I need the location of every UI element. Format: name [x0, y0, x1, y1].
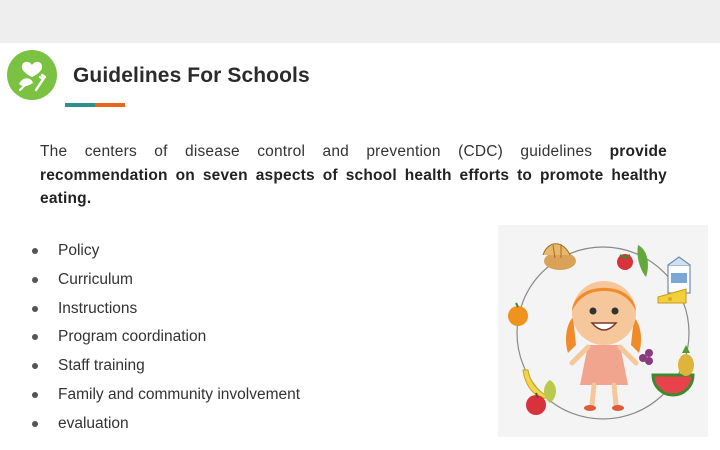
list-item [28, 266, 300, 295]
bullet-icon [32, 421, 38, 427]
list-item [28, 295, 300, 324]
list-item [28, 237, 300, 266]
bullet-icon [32, 363, 38, 369]
logo-icon [7, 50, 57, 100]
tomato-icon [617, 254, 633, 270]
list-item-label: Family and community involvement [58, 385, 301, 403]
bullet-icon [32, 306, 38, 312]
list-item-label: Curriculum [58, 270, 133, 288]
list-item [28, 381, 300, 410]
list-item-label: Policy [58, 242, 100, 259]
bullet-icon [32, 277, 38, 283]
healthy-food-illustration [498, 225, 708, 437]
slide-title: Guidelines For Schools [73, 64, 310, 87]
title-accent-teal [65, 103, 95, 107]
bullet-icon [32, 248, 38, 254]
bullet-icon [32, 392, 38, 398]
list-item [28, 410, 300, 439]
list-item-label: evaluation [58, 414, 129, 432]
guideline-list [28, 237, 300, 439]
title-accent-orange [95, 103, 125, 107]
list-item [28, 352, 300, 381]
list-item-label: Program coordination [58, 328, 207, 346]
intro-text: The centers of disease control and prevention (CDC) guidelines [40, 143, 593, 160]
list-item-label: Staff training [58, 357, 145, 375]
list-item-label: Instructions [58, 299, 138, 317]
list-item [28, 323, 300, 352]
intro-bold-text: provide recommendation on seven aspects of school health efforts to promote healthy eating. [40, 143, 667, 207]
top-bar [0, 0, 720, 43]
intro-paragraph [40, 140, 667, 211]
milk-carton-icon [668, 257, 690, 293]
bullet-icon [32, 334, 38, 340]
